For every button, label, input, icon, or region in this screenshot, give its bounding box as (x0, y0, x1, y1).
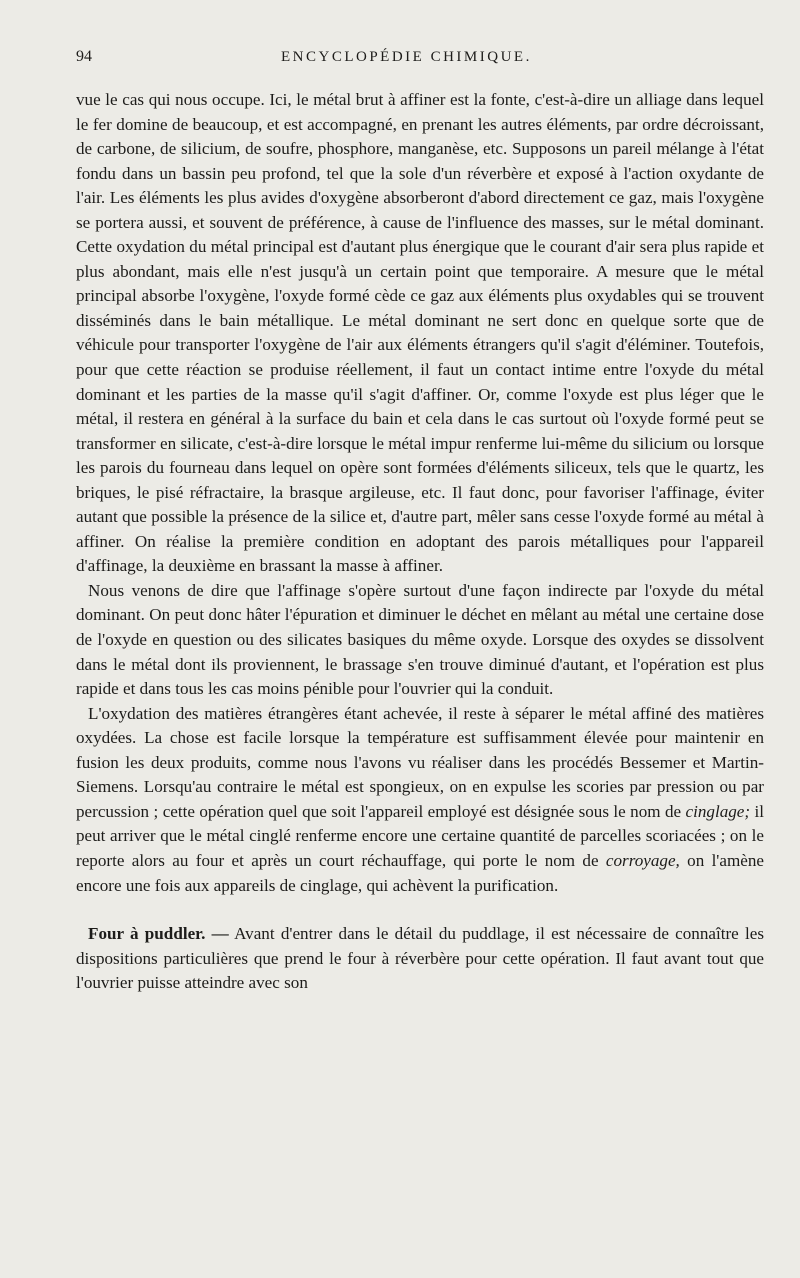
body-paragraph (76, 702, 764, 898)
section-paragraph (76, 922, 764, 996)
section-heading: Four à puddler. — (88, 924, 229, 944)
paragraph-text-segment: on l'amène encore une fois aux appareils de cinglage, qui achèvent la purification. (76, 850, 764, 895)
section-text: Avant d'entrer dans le détail du puddlage, il est nécessaire de connaître les dispositions particulières que prend le four à réverbère pour cette opération. Il faut avant tout que l'ouvrier puisse atteindre avec son (76, 924, 764, 993)
running-header (76, 48, 764, 74)
paragraph-text-segment: il peut arriver que le métal cinglé renferme encore une certaine quantité de parcelles scoriacées ; on le reporte alors au four et après un court réchauffage, qui porte le nom de (76, 801, 764, 870)
page-number: 94 (76, 48, 92, 65)
body-paragraph: vue le cas qui nous occupe. Ici, le métal brut à affiner est la fonte, c'est-à-dire un alliage dans lequel le fer domine de beaucoup, et est accompagné, en prenant les autres éléments, par ordre décroissant, de carbone, de silicium, de soufre, phosphore, manganèse, etc. Supposons un pareil mélange à l'état fondu dans un bassin peu profond, tel que la sole d'un réverbère et exposé à l'action oxydante de l'air. Les éléments les plus avides d'oxygène absorberont d'abord directement ce gaz, mais l'oxygène se portera aussi, et souvent de préférence, à cause de l'influence des masses, sur le métal dominant. Cette oxydation du métal principal est d'autant plus énergique que le courant d'air sera plus rapide et plus abondant, mais elle n'est jusqu'à un certain point que temporaire. A mesure que le métal principal absorbe l'oxygène, l'oxyde formé cède ce gaz aux éléments plus oxydables qui se trouvent disséminés dans le bain métallique. Le métal dominant ne sert donc en quelque sorte que de véhicule pour transporter l'oxygène de l'air aux éléments étrangers qu'il s'agit d'éléminer. Toutefois, pour que cette réaction se produise réellement, il faut un contact intime entre l'oxyde du métal dominant et les parties de la masse qu'il s'agit d'affiner. Or, comme l'oxyde est plus léger que le métal, il restera en général à la surface du bain et cela dans le cas surtout où l'oxyde formé peut se transformer en silicate, c'est-à-dire lorsque le métal impur renferme lui-même du silicium ou lorsque les parois du fourneau dans lequel on opère sont formées d'éléments siliceux, tels que le quartz, les briques, le pisé réfractaire, la brasque argileuse, etc. Il faut donc, pour favoriser l'affinage, éviter autant que possible la présence de la silice et, d'autre part, mêler sans cesse l'oxyde formé au métal à affiner. On réalise la première condition en adoptant des parois métalliques pour l'appareil d'affinage, la deuxième en brassant la masse à affiner. (76, 90, 764, 576)
italic-term: corroyage, (605, 850, 680, 870)
body-paragraph: Nous venons de dire que l'affinage s'opère surtout d'une façon indirecte par l'oxyde du métal dominant. On peut donc hâter l'épuration et diminuer le déchet en mêlant au métal une certaine dose de l'oxyde en question ou des silicates basiques du même oxyde. Lorsque des oxydes se dissolvent dans le métal dont ils proviennent, le brassage s'en trouve diminué d'autant, et l'opération est plus rapide et dans tous les cas moins pénible pour l'ouvrier qui la conduit. (76, 580, 764, 699)
section-spacer (76, 898, 764, 922)
italic-term: cinglage; (685, 801, 751, 821)
running-title: ENCYCLOPÉDIE CHIMIQUE. (281, 49, 532, 65)
paragraph-text-segment: L'oxydation des matières étrangères étant achevée, il reste à séparer le métal affiné des matières oxydées. La chose est facile lorsque la température est suffisamment élevée pour maintenir en fusion les deux produits, comme nous l'avons vu réaliser dans les procédés Bessemer et Martin-Siemens. Lorsqu'au contraire le métal est spongieux, on en expulse les scories par pression ou par percussion ; cette opération quel que soit l'appareil employé est désignée sous le nom de (76, 703, 764, 821)
